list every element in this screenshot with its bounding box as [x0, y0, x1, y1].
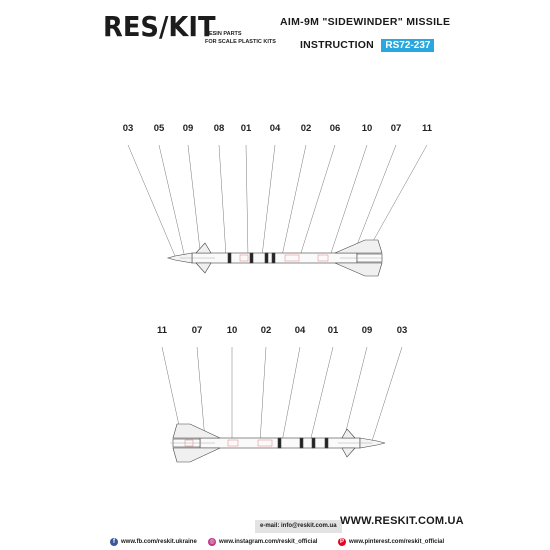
top-leader-line	[262, 145, 275, 256]
missile-bottom-band-4	[325, 438, 328, 448]
social-link-pinterest[interactable]	[338, 538, 444, 546]
bottom-part-labels	[157, 325, 407, 336]
top-part-label: 08	[213, 123, 225, 134]
missile-top-fin-upper	[335, 240, 382, 253]
missile-top-fin-lower	[335, 263, 382, 276]
missile-bottom-fin-lower	[173, 448, 220, 462]
missile-top-canard-upper	[196, 243, 211, 253]
top-part-label: 09	[182, 123, 194, 134]
top-leader-line	[282, 145, 306, 256]
top-part-label: 11	[421, 123, 433, 134]
footer-website[interactable]: WWW.RESKIT.COM.UA	[340, 515, 464, 527]
top-part-labels	[123, 123, 433, 134]
social-link-text: www.instagram.com/reskit_official	[219, 539, 318, 545]
top-leader-lines	[128, 145, 427, 258]
tagline-line1: RESIN PARTS	[205, 31, 242, 37]
top-leader-line	[355, 145, 396, 250]
bottom-part-label: 11	[156, 325, 168, 336]
top-leader-line	[246, 145, 248, 256]
missile-top-band-3	[265, 253, 268, 263]
missile-bottom-canard-upper	[342, 429, 355, 438]
product-title: AIM-9M "SIDEWINDER" MISSILE	[280, 16, 451, 28]
social-link-facebook[interactable]	[110, 538, 197, 546]
top-part-label: 04	[269, 123, 281, 134]
bottom-part-label: 04	[294, 325, 306, 336]
missile-bottom-canard-lower	[342, 448, 355, 457]
bottom-leader-line	[282, 347, 300, 442]
top-leader-line	[219, 145, 226, 256]
tagline-line2: FOR SCALE PLASTIC KITS	[205, 39, 276, 45]
top-part-label: 06	[329, 123, 341, 134]
instagram-icon: ◎	[209, 539, 215, 545]
top-leader-line	[300, 145, 335, 256]
missile-top-band-2	[250, 253, 253, 263]
bottom-part-label: 03	[396, 325, 408, 336]
facebook-icon: f	[110, 538, 118, 546]
top-part-label: 01	[240, 123, 252, 134]
reskit-logo: RES/KIT	[103, 10, 216, 43]
bottom-part-label: 09	[361, 325, 373, 336]
missile-bottom-band-3	[312, 438, 315, 448]
top-leader-line	[159, 145, 185, 258]
top-leader-line	[372, 145, 427, 243]
missile-top-band-4	[272, 253, 275, 263]
missile-bottom-fin-upper	[173, 424, 220, 438]
social-links	[110, 538, 550, 548]
pinterest-icon: P	[339, 539, 344, 545]
top-part-label: 02	[300, 123, 312, 134]
missile-top-band-1	[228, 253, 231, 263]
bottom-part-label: 07	[191, 325, 203, 336]
bottom-leader-line	[345, 347, 367, 435]
missile-bottom-band-1	[278, 438, 281, 448]
bottom-leader-line	[260, 347, 266, 442]
product-code-badge: RS72-237	[381, 39, 434, 52]
footer-email[interactable]: e-mail: info@reskit.com.ua	[255, 520, 342, 533]
bottom-leader-line	[197, 347, 205, 440]
bottom-leader-line	[310, 347, 333, 442]
social-link-instagram[interactable]	[208, 538, 317, 546]
bottom-part-label: 01	[327, 325, 339, 336]
bottom-leader-line	[372, 347, 402, 441]
social-link-text: www.pinterest.com/reskit_official	[349, 539, 445, 545]
top-leader-line	[330, 145, 367, 256]
bottom-leader-line	[162, 347, 180, 430]
top-leader-line	[128, 145, 175, 256]
missile-bottom-band-2	[300, 438, 303, 448]
top-leader-line	[188, 145, 200, 250]
top-part-label: 07	[390, 123, 402, 134]
missile-bottom	[170, 424, 385, 462]
top-part-label: 05	[153, 123, 165, 134]
social-link-text: www.fb.com/reskit.ukraine	[121, 539, 197, 545]
top-part-label: 10	[361, 123, 373, 134]
bottom-part-label: 10	[226, 325, 238, 336]
missile-top-canard-lower	[196, 263, 211, 273]
bottom-part-label: 02	[260, 325, 272, 336]
missile-top	[168, 240, 383, 276]
top-part-label: 03	[122, 123, 134, 134]
instruction-label: INSTRUCTION	[300, 39, 374, 51]
